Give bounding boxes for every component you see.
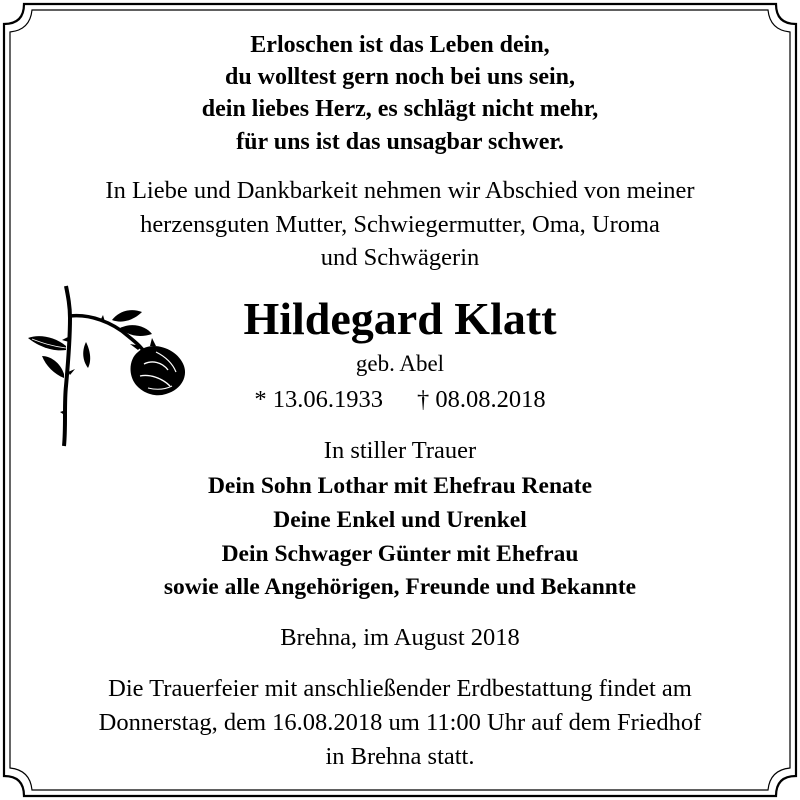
funeral-info-line: Die Trauerfeier mit anschließender Erdbestattung findet am	[108, 675, 692, 702]
intro-line: In Liebe und Dankbarkeit nehmen wir Abschied von meiner	[105, 177, 695, 204]
mourner-line: Deine Enkel und Urenkel	[273, 507, 527, 533]
poem-line: dein liebes Herz, es schlägt nicht mehr,	[201, 96, 599, 122]
death-date: † 08.08.2018	[417, 386, 546, 413]
intro-line: und Schwägerin	[320, 244, 480, 271]
poem-line: du wolltest gern noch bei uns sein,	[224, 64, 576, 90]
birth-name: geb. Abel	[355, 351, 445, 376]
funeral-info-line: in Brehna statt.	[325, 743, 475, 770]
mourning-intro: In stiller Trauer	[323, 437, 477, 464]
mourner-line: sowie alle Angehörigen, Freunde und Bekannte	[163, 574, 637, 600]
mourner-line: Dein Sohn Lothar mit Ehefrau Renate	[207, 473, 593, 499]
life-dates	[0, 388, 800, 413]
birth-date: * 13.06.1933	[254, 386, 383, 413]
poem-line: für uns ist das unsagbar schwer.	[236, 129, 564, 155]
funeral-info-line: Donnerstag, dem 16.08.2018 um 11:00 Uhr auf dem Friedhof	[98, 709, 702, 736]
intro-line: herzensguten Mutter, Schwiegermutter, Oma, Uroma	[140, 211, 660, 238]
mourner-line: Dein Schwager Günter mit Ehefrau	[221, 541, 579, 567]
place-date: Brehna, im August 2018	[280, 624, 520, 651]
poem-line: Erloschen ist das Leben dein,	[250, 32, 550, 58]
deceased-name: Hildegard Klatt	[243, 293, 557, 344]
